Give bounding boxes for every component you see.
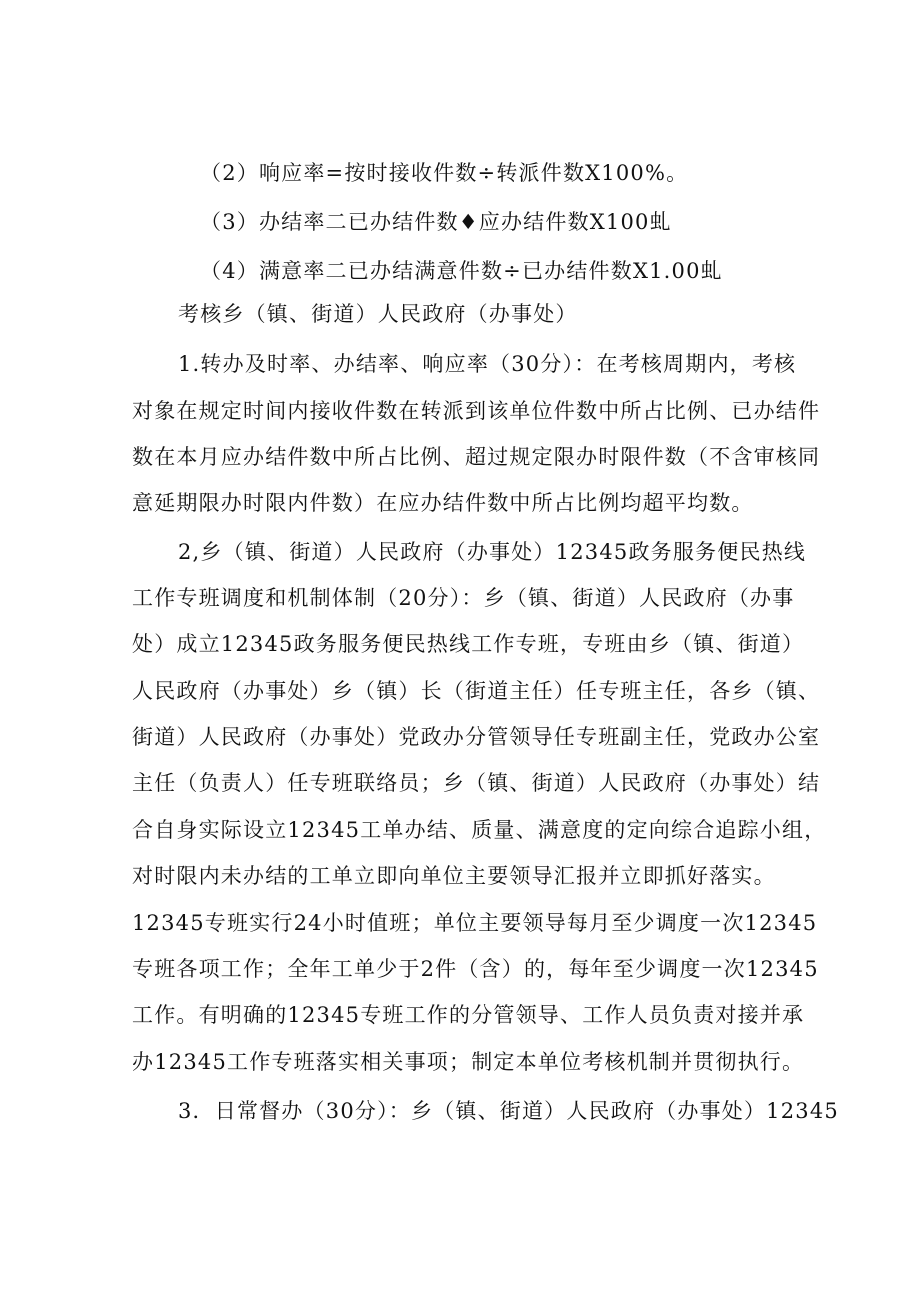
- item2-line: 对时限内未办结的工单立即向单位主要领导汇报并立即抓好落实。: [132, 864, 776, 888]
- item2-line: 合自身实际设立12345工单办结、质量、满意度的定向综合追踪小组，: [132, 818, 827, 842]
- item2-line: 主任（负责人）任专班联络员；乡（镇、街道）人民政府（办事处）结: [132, 771, 821, 795]
- item2-line: 工作专班调度和机制体制（20分）：乡（镇、街道）人民政府（办事: [132, 586, 795, 610]
- item2-line: 人民政府（办事处）乡（镇）长（街道主任）任专班主任，各乡（镇、: [132, 679, 821, 703]
- item2-line: 工作。有明确的12345专班工作的分管领导、工作人员负责对接并承: [132, 1003, 805, 1027]
- item2-line: 街道）人民政府（办事处）党政办分管领导任专班副主任，党政办公室: [132, 725, 821, 749]
- item2-line: 专班各项工作；全年工单少于2件（含）的，每年至少调度一次12345: [132, 957, 819, 981]
- item1-line: 1.转办及时率、办结率、响应率（30分）：在考核周期内，考核: [178, 352, 797, 376]
- item2-line: 2,乡（镇、街道）人民政府（办事处）12345政务服务便民热线: [178, 540, 807, 564]
- item2-line: 处）成立12345政务服务便民热线工作专班，专班由乡（镇、街道）: [132, 632, 805, 656]
- item1-line: 意延期限办时限内件数）在应办结件数中所占比例均超平均数。: [132, 491, 754, 515]
- formula-response-rate: （2）响应率=按时接收件数÷转派件数X100%。: [200, 161, 689, 185]
- item2-line: 12345专班实行24小时值班；单位主要领导每月至少调度一次12345: [132, 911, 818, 935]
- section-heading: 考核乡（镇、街道）人民政府（办事处）: [178, 302, 578, 326]
- item2-line: 办12345工作专班落实相关事项；制定本单位考核机制并贯彻执行。: [132, 1050, 805, 1074]
- item3-line: 3．日常督办（30分）：乡（镇、街道）人民政府（办事处）12345: [178, 1099, 839, 1123]
- formula-completion-rate: （3）办结率二已办结件数♦应办结件数X100虬: [200, 210, 672, 234]
- item1-line: 对象在规定时间内接收件数在转派到该单位件数中所占比例、已办结件: [132, 399, 821, 423]
- item1-line: 数在本月应办结件数中所占比例、超过规定限办时限件数（不含审核同: [132, 445, 821, 469]
- formula-satisfaction-rate: （4）满意率二已办结满意件数÷已办结件数X1.00虬: [200, 259, 723, 283]
